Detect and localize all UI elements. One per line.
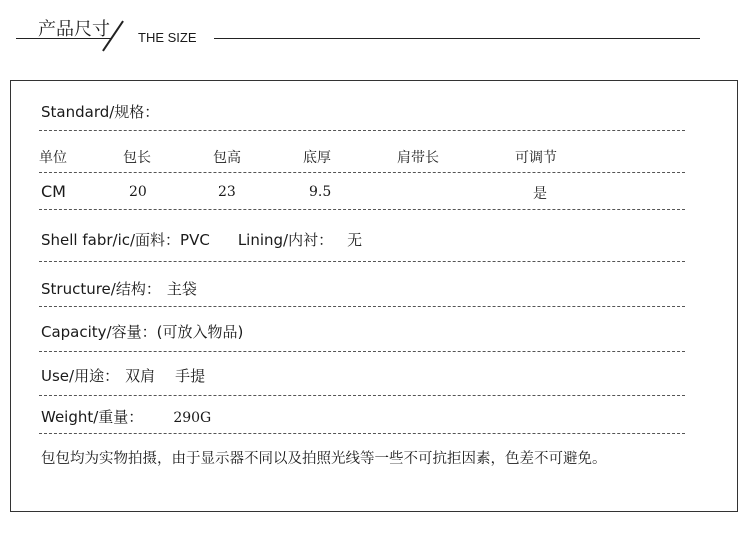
divider [39, 306, 685, 307]
capacity-label: Capacity/容量： [41, 323, 157, 341]
disclaimer-note: 包包均为实物拍摄，由于显示器不同以及拍照光线等一些不可抗拒因素，色差不可避免。 [41, 451, 607, 467]
header-unit: 单位 [39, 150, 67, 166]
lining-label: Lining/内衬： [237, 231, 334, 249]
divider [39, 130, 685, 131]
shell-value: PVC [180, 231, 210, 249]
cell-adjustable: 是 [533, 186, 547, 202]
header-line-right [214, 38, 700, 39]
capacity-value: (可放入物品) [156, 323, 244, 341]
divider [39, 172, 685, 173]
size-card [10, 80, 738, 512]
structure-value: 主袋 [166, 280, 197, 298]
shell-row [41, 229, 362, 250]
header-strap: 肩带长 [397, 150, 439, 166]
cell-height: 23 [218, 184, 236, 200]
cell-length: 20 [129, 184, 147, 200]
weight-row [41, 406, 211, 427]
divider [39, 261, 685, 262]
cell-unit: CM [41, 182, 66, 201]
header-height: 包高 [213, 150, 241, 166]
use-value-2: 手提 [175, 367, 206, 385]
structure-row [41, 278, 197, 299]
weight-value: 290G [173, 410, 212, 426]
cell-thickness: 9.5 [309, 184, 332, 200]
shell-label: Shell fabr/ic/面料： [41, 231, 181, 249]
lining-value: 无 [347, 231, 363, 249]
divider [39, 395, 685, 396]
header-length: 包长 [123, 150, 151, 166]
use-value-1: 双肩 [125, 367, 156, 385]
header-title-en: THE SIZE [138, 30, 197, 45]
header-adjustable: 可调节 [515, 150, 557, 166]
capacity-row [41, 321, 243, 342]
header-title-cn: 产品尺寸 [38, 19, 110, 40]
header-thickness: 底厚 [303, 150, 331, 166]
structure-label: Structure/结构： [41, 280, 161, 298]
standard-label: Standard/规格： [41, 103, 160, 121]
weight-label: Weight/重量： [41, 408, 144, 426]
divider [39, 209, 685, 210]
divider [39, 351, 685, 352]
use-label: Use/用途： [41, 367, 120, 385]
use-row [41, 365, 205, 386]
divider [39, 433, 685, 434]
